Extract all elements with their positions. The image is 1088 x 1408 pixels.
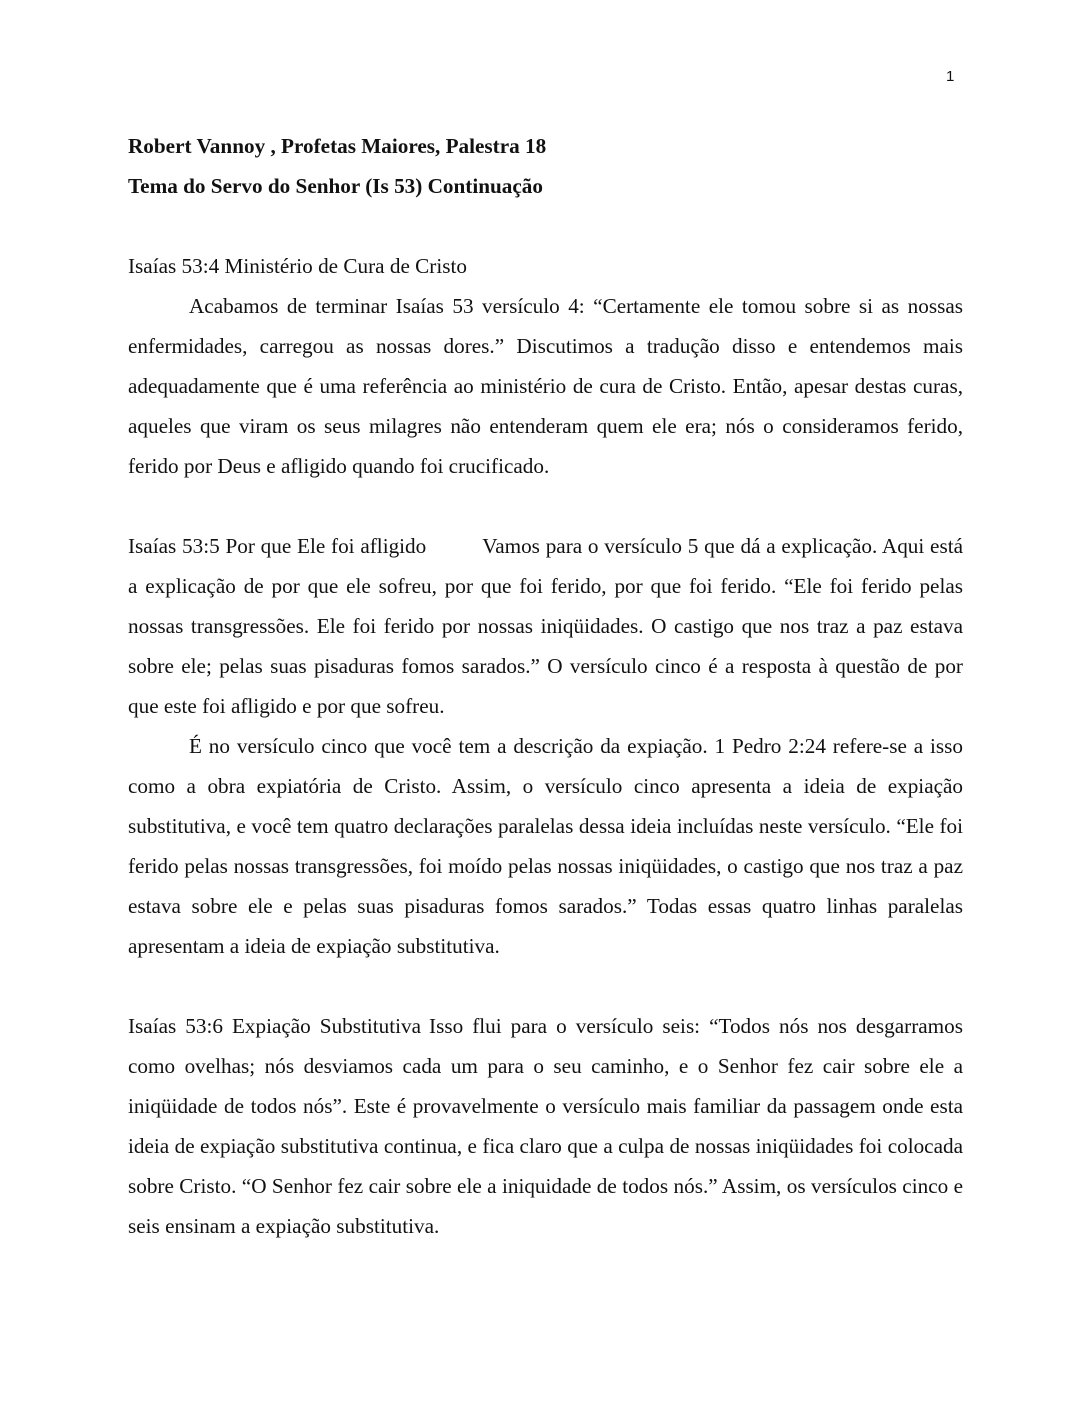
document-body — [128, 126, 963, 1246]
section-gap — [128, 206, 963, 246]
section-heading-53-5: Isaías 53:5 Por que Ele foi afligido — [128, 534, 427, 558]
section-heading-53-6: Isaías 53:6 Expiação Substitutiva — [128, 1014, 422, 1038]
document-title: Robert Vannoy , Profetas Maiores, Palestra 18 — [128, 134, 547, 158]
document-subtitle: Tema do Servo do Senhor (Is 53) Continuação — [128, 174, 543, 198]
section-53-6-lead — [128, 1006, 963, 1246]
section-heading-53-4: Isaías 53:4 Ministério de Cura de Cristo — [128, 254, 467, 278]
section-gap — [128, 486, 963, 526]
section-53-5-lead — [128, 526, 963, 726]
paragraph-53-4: Acabamos de terminar Isaías 53 versículo 4: “Certamente ele tomou sobre si as nossas enfermidades, carregou as nossas dores.” Discutimos a tradução disso e entendemos mais adequadamente que é uma referência ao ministério de cura de Cristo. Então, apesar destas curas, aqueles que viram os seus milagres não entenderam quem ele era; nós o consideramos ferido, ferido por Deus e afligido quando foi crucificado. — [128, 294, 963, 478]
paragraph-53-5-lead: Vamos para o versículo 5 que dá a explicação. Aqui está a explicação de por que ele sofreu, por que foi ferido, por que foi ferido. “Ele foi ferido pelas nossas transgressões. Ele foi ferido por nossas iniqüidades. O castigo que nos traz a paz estava sobre ele; pelas suas pisaduras fomos sarados.” O versículo cinco é a resposta à questão de por que este foi afligido e por que sofreu. — [128, 534, 963, 718]
paragraph-53-5: É no versículo cinco que você tem a descrição da expiação. 1 Pedro 2:24 refere-se a isso como a obra expiatória de Cristo. Assim, o versículo cinco apresenta a ideia de expiação substitutiva, e você tem quatro declarações paralelas dessa ideia incluídas neste versículo. “Ele foi ferido pelas nossas transgressões, foi moído pelas nossas iniqüidades, o castigo que nos traz a paz estava sobre ele e pelas suas pisaduras fomos sarados.” Todas essas quatro linhas paralelas apresentam a ideia de expiação substitutiva. — [128, 734, 963, 958]
page-number: 1 — [946, 68, 955, 85]
section-gap — [128, 966, 963, 1006]
paragraph-53-6-lead: Isso flui para o versículo seis: “Todos nós nos desgarramos como ovelhas; nós desviamos cada um para o seu caminho, e o Senhor fez cair sobre ele a iniqüidade de todos nós”. Este é provavelmente o versículo mais familiar da passagem onde esta ideia de expiação substitutiva continua, e fica claro que a culpa de nossas iniqüidades foi colocada sobre Cristo. “O Senhor fez cair sobre ele a iniquidade de todos nós.” Assim, os versículos cinco e seis ensinam a expiação substitutiva. — [128, 1014, 963, 1238]
